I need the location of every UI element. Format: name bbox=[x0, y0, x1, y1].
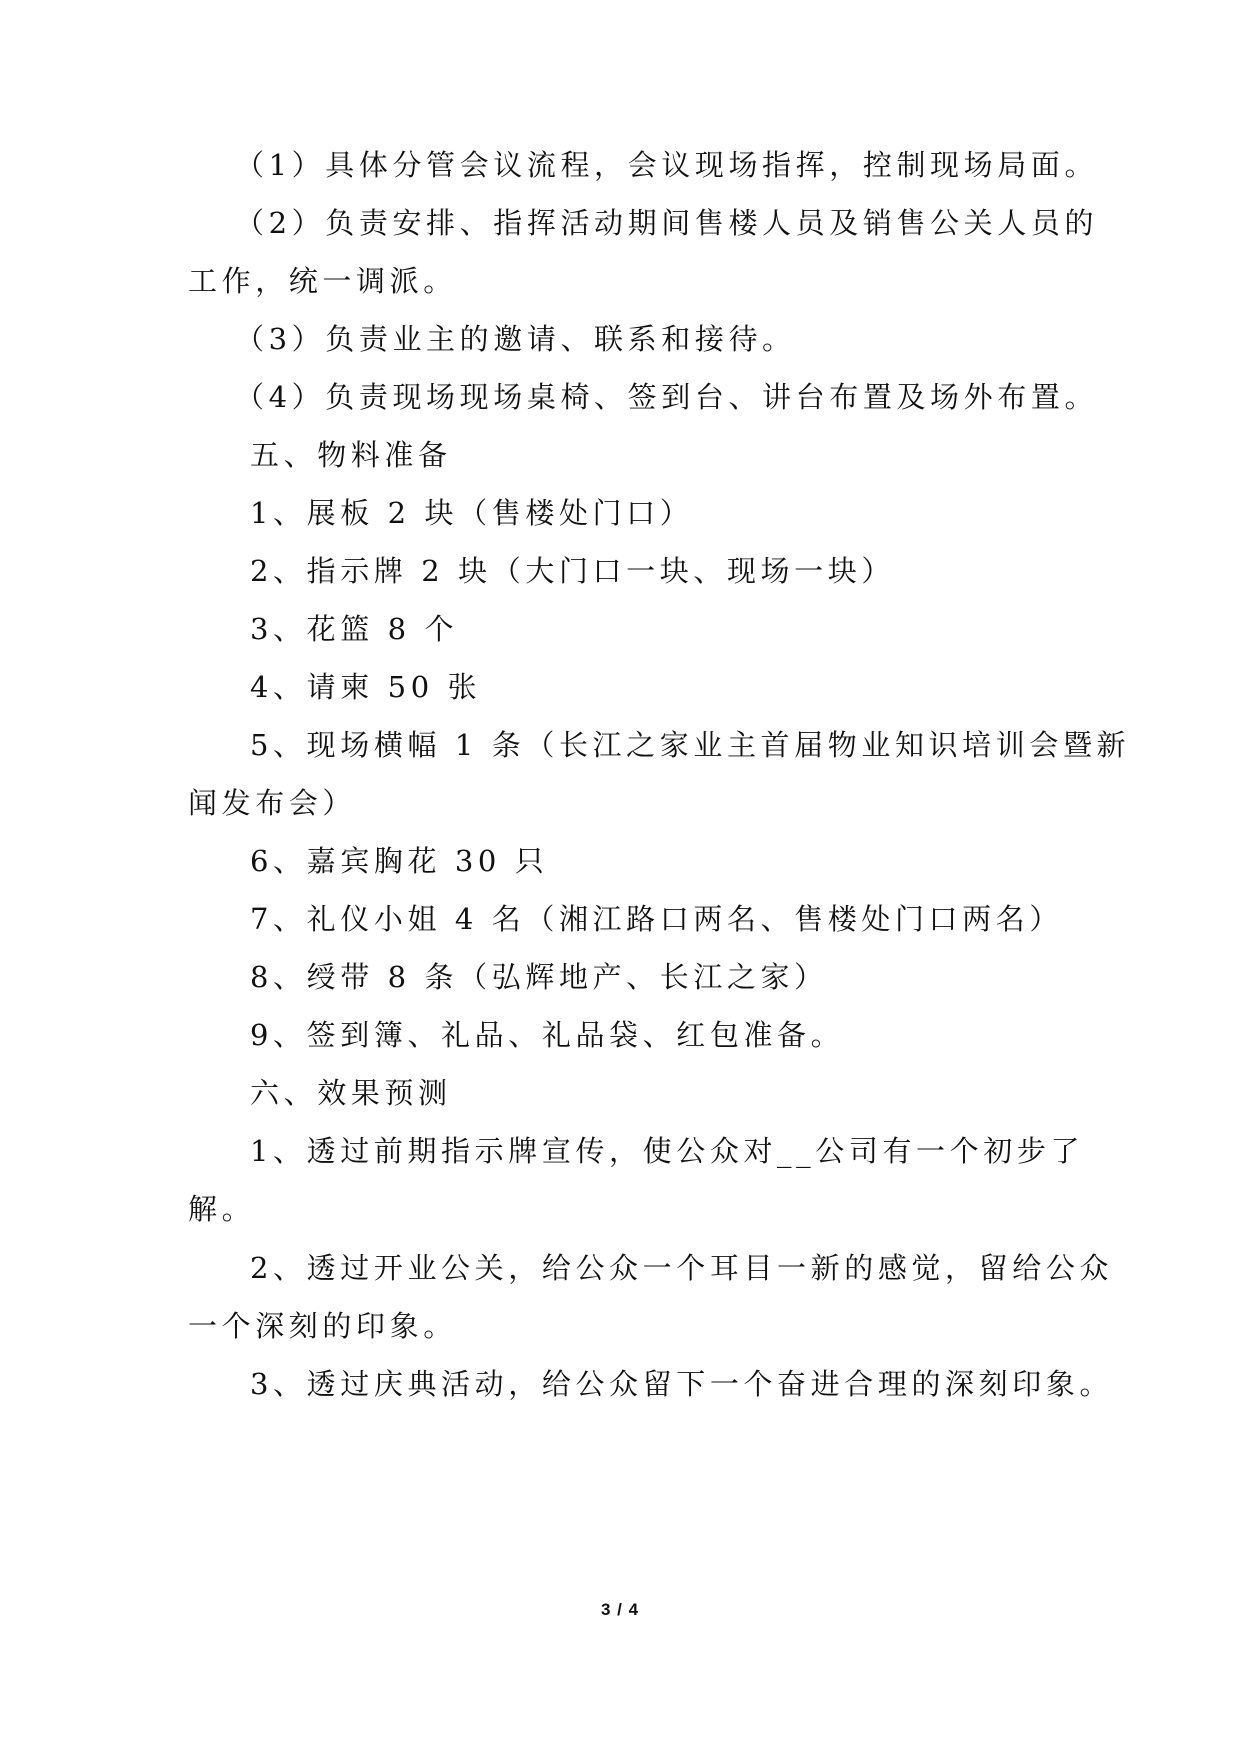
list-item: 6、嘉宾胸花 30 只 bbox=[250, 844, 549, 878]
paragraph-line: 工作，统一调派。 bbox=[188, 264, 457, 298]
list-item: 3、透过庆典活动，给公众留下一个奋进合理的深刻印象。 bbox=[250, 1367, 1114, 1401]
list-item: 1、展板 2 块（售楼处门口） bbox=[250, 496, 694, 530]
paragraph-line: （3）负责业主的邀请、联系和接待。 bbox=[235, 322, 796, 356]
list-item: 8、绶带 8 条（弘辉地产、长江之家） bbox=[250, 960, 828, 994]
list-item: 1、透过前期指示牌宣传，使公众对__公司有一个初步了 bbox=[250, 1134, 1085, 1168]
list-item: 7、礼仪小姐 4 名（湘江路口两名、售楼处门口两名） bbox=[250, 902, 1063, 936]
paragraph-line: （4）负责现场现场桌椅、签到台、讲台布置及场外布置。 bbox=[235, 380, 1099, 414]
list-item: 4、请柬 50 张 bbox=[250, 670, 482, 704]
paragraph-line: （1）具体分管会议流程，会议现场指挥，控制现场局面。 bbox=[235, 148, 1099, 182]
list-item: 3、花篮 8 个 bbox=[250, 612, 459, 646]
section-heading: 六、效果预测 bbox=[250, 1076, 452, 1110]
page-number: 3 / 4 bbox=[600, 1600, 640, 1619]
list-item-continuation: 解。 bbox=[188, 1192, 256, 1226]
list-item: 5、现场横幅 1 条（长江之家业主首届物业知识培训会暨新 bbox=[250, 728, 1131, 762]
paragraph-line: （2）负责安排、指挥活动期间售楼人员及销售公关人员的 bbox=[235, 206, 1099, 240]
list-item: 9、签到簿、礼品、礼品袋、红包准备。 bbox=[250, 1018, 845, 1052]
list-item: 2、透过开业公关，给公众一个耳目一新的感觉，留给公众 bbox=[250, 1251, 1114, 1285]
list-item-continuation: 一个深刻的印象。 bbox=[188, 1309, 457, 1343]
list-item: 2、指示牌 2 块（大门口一块、现场一块） bbox=[250, 554, 895, 588]
section-heading: 五、物料准备 bbox=[250, 438, 452, 472]
list-item-continuation: 闻发布会） bbox=[188, 786, 357, 820]
